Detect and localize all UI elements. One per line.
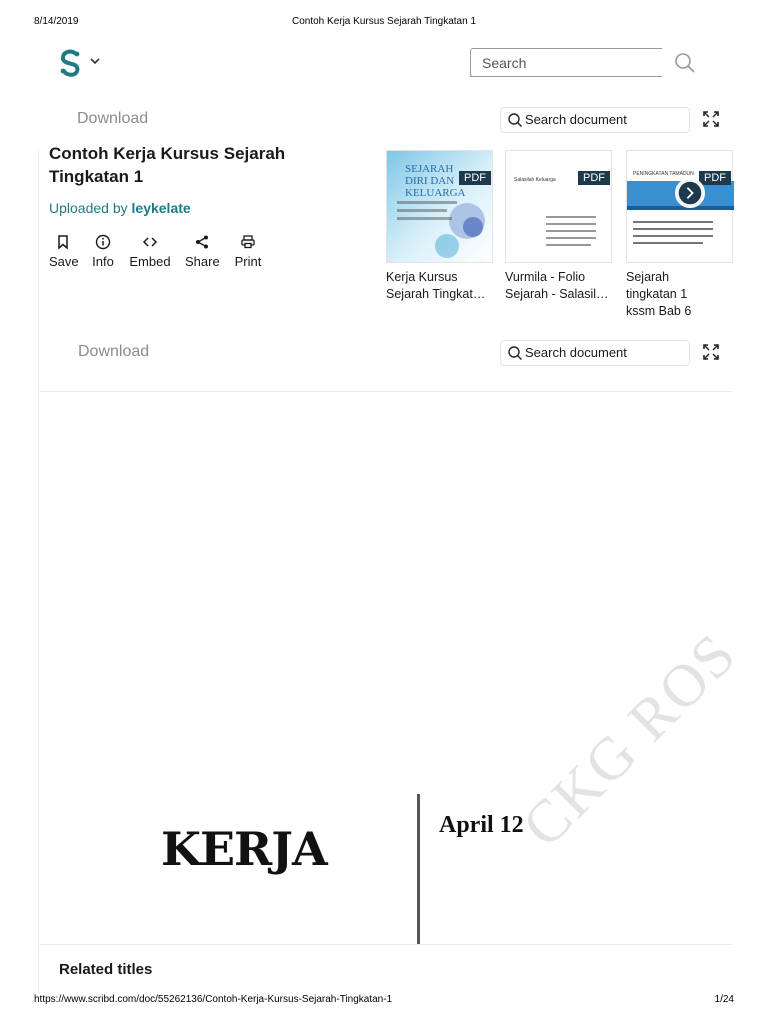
- uploaded-prefix: Uploaded by: [49, 200, 128, 216]
- document-search-placeholder: Search document: [525, 112, 627, 127]
- site-header: [38, 40, 732, 90]
- document-toolbar: [38, 333, 732, 373]
- site-search-underline: [470, 76, 662, 77]
- document-search-input[interactable]: [500, 340, 690, 366]
- print-url: https://www.scribd.com/doc/55262136/Contoh-Kerja-Kursus-Sejarah-Tingkatan-1: [34, 994, 393, 1005]
- print-page-number: 1/24: [714, 994, 734, 1005]
- print-header: [0, 16, 768, 30]
- related-doc-thumbnail: [505, 150, 612, 263]
- embed-icon: [142, 234, 158, 250]
- page-heading: KERJA: [161, 822, 327, 876]
- scribd-logo-icon[interactable]: [56, 48, 84, 78]
- save-label: Save: [49, 254, 79, 269]
- uploaded-by: [49, 200, 191, 216]
- related-doc-thumbnail: [386, 150, 493, 263]
- document-search-input[interactable]: [500, 107, 690, 133]
- share-button[interactable]: [185, 234, 219, 269]
- document-page-preview: [38, 392, 749, 944]
- cover-decoration-icon: [627, 151, 734, 264]
- related-titles-section: [38, 944, 732, 994]
- fullscreen-icon[interactable]: [702, 110, 720, 128]
- carousel-next-icon[interactable]: [675, 178, 705, 208]
- related-doc-thumbnail: [626, 150, 733, 263]
- document-toolbar: [38, 100, 732, 140]
- download-button[interactable]: Download: [78, 343, 150, 360]
- print-title: Contoh Kerja Kursus Sejarah Tingkatan 1: [292, 16, 476, 27]
- print-date: 8/14/2019: [34, 16, 79, 27]
- document-search-placeholder: Search document: [525, 345, 627, 360]
- page-date: April 12: [439, 812, 524, 838]
- page-divider: [417, 794, 420, 944]
- fullscreen-icon[interactable]: [702, 343, 720, 361]
- info-button[interactable]: [91, 234, 115, 269]
- save-button[interactable]: [49, 234, 77, 269]
- page-watermark: CKG ROS: [509, 620, 749, 860]
- pdf-badge: PDF: [578, 171, 610, 185]
- site-search-input[interactable]: Search: [470, 48, 662, 77]
- chevron-down-icon[interactable]: [88, 54, 102, 68]
- uploader-link[interactable]: leykelate: [131, 200, 191, 216]
- embed-label: Embed: [129, 254, 171, 269]
- related-doc-card[interactable]: [386, 150, 493, 303]
- info-icon: [95, 234, 111, 250]
- search-icon: [507, 345, 523, 361]
- document-title: Contoh Kerja Kursus Sejarah Tingkatan 1: [49, 144, 286, 186]
- pdf-badge: PDF: [459, 171, 491, 185]
- print-icon: [240, 234, 256, 250]
- cover-text: SEJARAH DIRI DAN KELUARGA: [405, 163, 466, 199]
- print-label: Print: [234, 254, 262, 269]
- related-titles-heading: Related titles: [59, 961, 153, 978]
- print-footer: [0, 994, 768, 1008]
- pdf-badge: PDF: [699, 171, 731, 185]
- share-label: Share: [185, 254, 220, 269]
- related-doc-card[interactable]: [505, 150, 612, 303]
- related-doc-title: Sejarah tingkatan 1 kssm Bab 6: [626, 270, 692, 318]
- cover-text: PENINGKATAN TAMADUN: [633, 171, 694, 177]
- related-doc-title: Kerja Kursus Sejarah Tingkat…: [386, 270, 486, 301]
- share-icon: [194, 234, 210, 250]
- cover-text: Salasilah Keluarga: [514, 177, 556, 183]
- related-doc-card[interactable]: [626, 150, 726, 318]
- download-button[interactable]: Download: [77, 110, 149, 127]
- info-label: Info: [92, 254, 114, 269]
- search-icon: [507, 112, 523, 128]
- cover-decoration-icon: [506, 151, 613, 264]
- embed-button[interactable]: [129, 234, 171, 269]
- bookmark-icon: [55, 234, 71, 250]
- related-doc-title: Vurmila - Folio Sejarah - Salasil…: [505, 270, 609, 301]
- search-icon[interactable]: [674, 52, 696, 74]
- print-button[interactable]: [233, 234, 263, 269]
